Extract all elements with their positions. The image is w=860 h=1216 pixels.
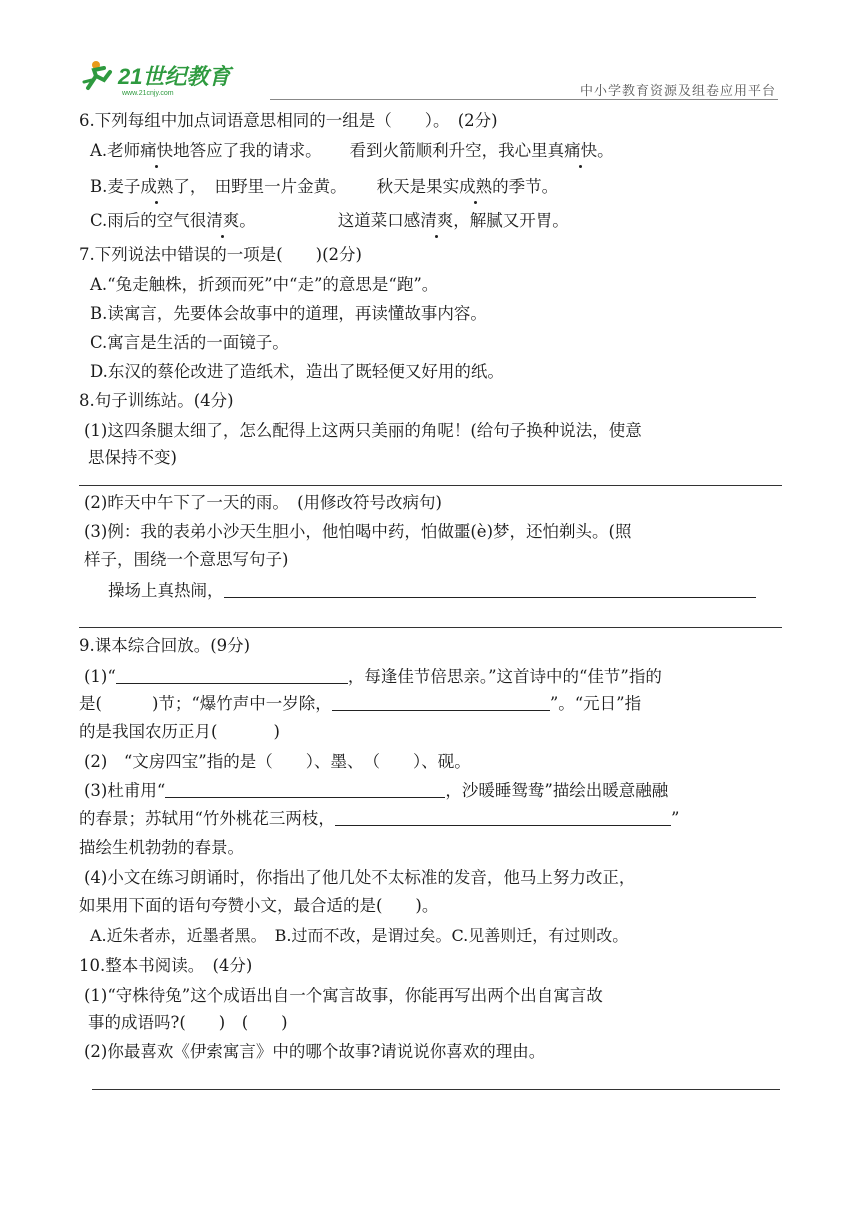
- q9-p3-line2: 的春景；苏轼用“竹外桃花三两枝， ”: [79, 809, 680, 828]
- q9-p2: (2) “文房四宝”指的是（ ）、墨、 （ ）、砚。: [84, 752, 471, 771]
- page-header: [0, 0, 860, 110]
- q9-p4-line1: (4)小文在练习朗诵时，你指出了他几处不太标准的发音，他马上努力改正，: [84, 868, 636, 887]
- q9-p4-options: A.近朱者赤，近墨者黑。 B.过而不改，是谓过矣。C.见善则迁，有过则改。: [90, 926, 629, 945]
- q9-p3-line3: 描绘生机勃勃的春景。: [79, 838, 244, 857]
- q7-option-c: C.寓言是生活的一面镜子。: [90, 333, 289, 352]
- q8-title: 8.句子训练站。(4分): [79, 391, 234, 410]
- answer-blank[interactable]: [332, 693, 550, 711]
- q6-a-word1: 痛快: [140, 141, 174, 160]
- answer-blank[interactable]: [224, 580, 756, 598]
- q6-option-b: B.麦子成熟了， 田野里一片金黄。 秋天是果实成熟的季节。: [90, 177, 559, 196]
- platform-name: 中小学教育资源及组卷应用平台: [579, 84, 776, 99]
- q9-p1-line2: 是( )节；“爆竹声中一岁除， ”。“元日”指: [79, 694, 642, 713]
- q9-p3-line1: (3)杜甫用“ ，沙暖睡鸳鸯”描绘出暖意融融: [84, 781, 669, 800]
- answer-line[interactable]: [79, 627, 782, 628]
- q6-title: 6.下列每组中加点词语意思相同的一组是（ ）。 (2分): [79, 111, 498, 130]
- q6-b-word2: 成熟: [459, 177, 493, 196]
- q6-c-word2: 清爽: [420, 211, 454, 230]
- q7-option-d: D.东汉的蔡伦改进了造纸术，造出了既轻便又好用的纸。: [90, 362, 504, 381]
- header-divider: [270, 99, 778, 100]
- q8-s3-line2: 样子，围绕一个意思写句子): [84, 550, 289, 569]
- answer-line[interactable]: [92, 1089, 780, 1090]
- q10-title: 10.整本书阅读。 (4分): [79, 956, 253, 975]
- answer-line[interactable]: [79, 485, 782, 486]
- logo-url: www.21cnjy.com: [122, 90, 174, 97]
- q8-s3-line1: (3)例：我的表弟小沙天生胆小，他怕喝中药，怕做噩(è)梦，还怕剃头。(照: [84, 522, 632, 541]
- q9-p1-line3: 的是我国农历正月( ): [79, 722, 280, 741]
- q6-option-a: A.老师痛快地答应了我的请求。 看到火箭顺利升空，我心里真痛快。: [90, 141, 614, 160]
- q6-c-word1: 清爽: [206, 211, 240, 230]
- logo: [82, 58, 272, 98]
- runner-icon: [84, 61, 110, 88]
- q8-s2: (2)昨天中午下了一天的雨。 (用修改符号改病句): [84, 493, 442, 512]
- q7-option-a: A.“兔走触株，折颈而死”中“走”的意思是“跑”。: [90, 275, 439, 294]
- q6-a-word2: 痛快: [564, 141, 598, 160]
- q6-option-c: C.雨后的空气很清爽。 这道菜口感清爽，解腻又开胃。: [90, 211, 569, 230]
- q10-p2: (2)你最喜欢《伊索寓言》中的哪个故事?请说说你喜欢的理由。: [84, 1042, 546, 1061]
- answer-blank[interactable]: [335, 808, 671, 826]
- q7-title: 7.下列说法中错误的一项是( )(2分): [79, 245, 362, 264]
- q6-b-word1: 成熟: [140, 177, 174, 196]
- q10-p1-line1: (1)“守株待兔”这个成语出自一个寓言故事，你能再写出两个出自寓言故: [84, 986, 603, 1005]
- q8-s1-line1: (1)这四条腿太细了，怎么配得上这两只美丽的角呢！(给句子换种说法，使意: [84, 421, 642, 440]
- q8-s3-prompt: 操场上真热闹，: [108, 580, 756, 602]
- answer-blank[interactable]: [165, 780, 445, 798]
- q9-title: 9.课本综合回放。(9分): [79, 636, 251, 655]
- q10-p1-line2: 事的成语吗?( ) ( ): [88, 1013, 288, 1032]
- logo-text: 21世纪教育: [118, 64, 231, 89]
- q7-option-b: B.读寓言，先要体会故事中的道理，再读懂故事内容。: [90, 304, 487, 323]
- q9-p1-line1: (1)“ ，每逢佳节倍思亲。”这首诗中的“佳节”指的: [84, 667, 662, 686]
- q9-p4-line2: 如果用下面的语句夸赞小文，最合适的是( )。: [79, 896, 439, 915]
- q8-s1-line2: 思保持不变): [88, 448, 177, 467]
- answer-blank[interactable]: [116, 666, 348, 684]
